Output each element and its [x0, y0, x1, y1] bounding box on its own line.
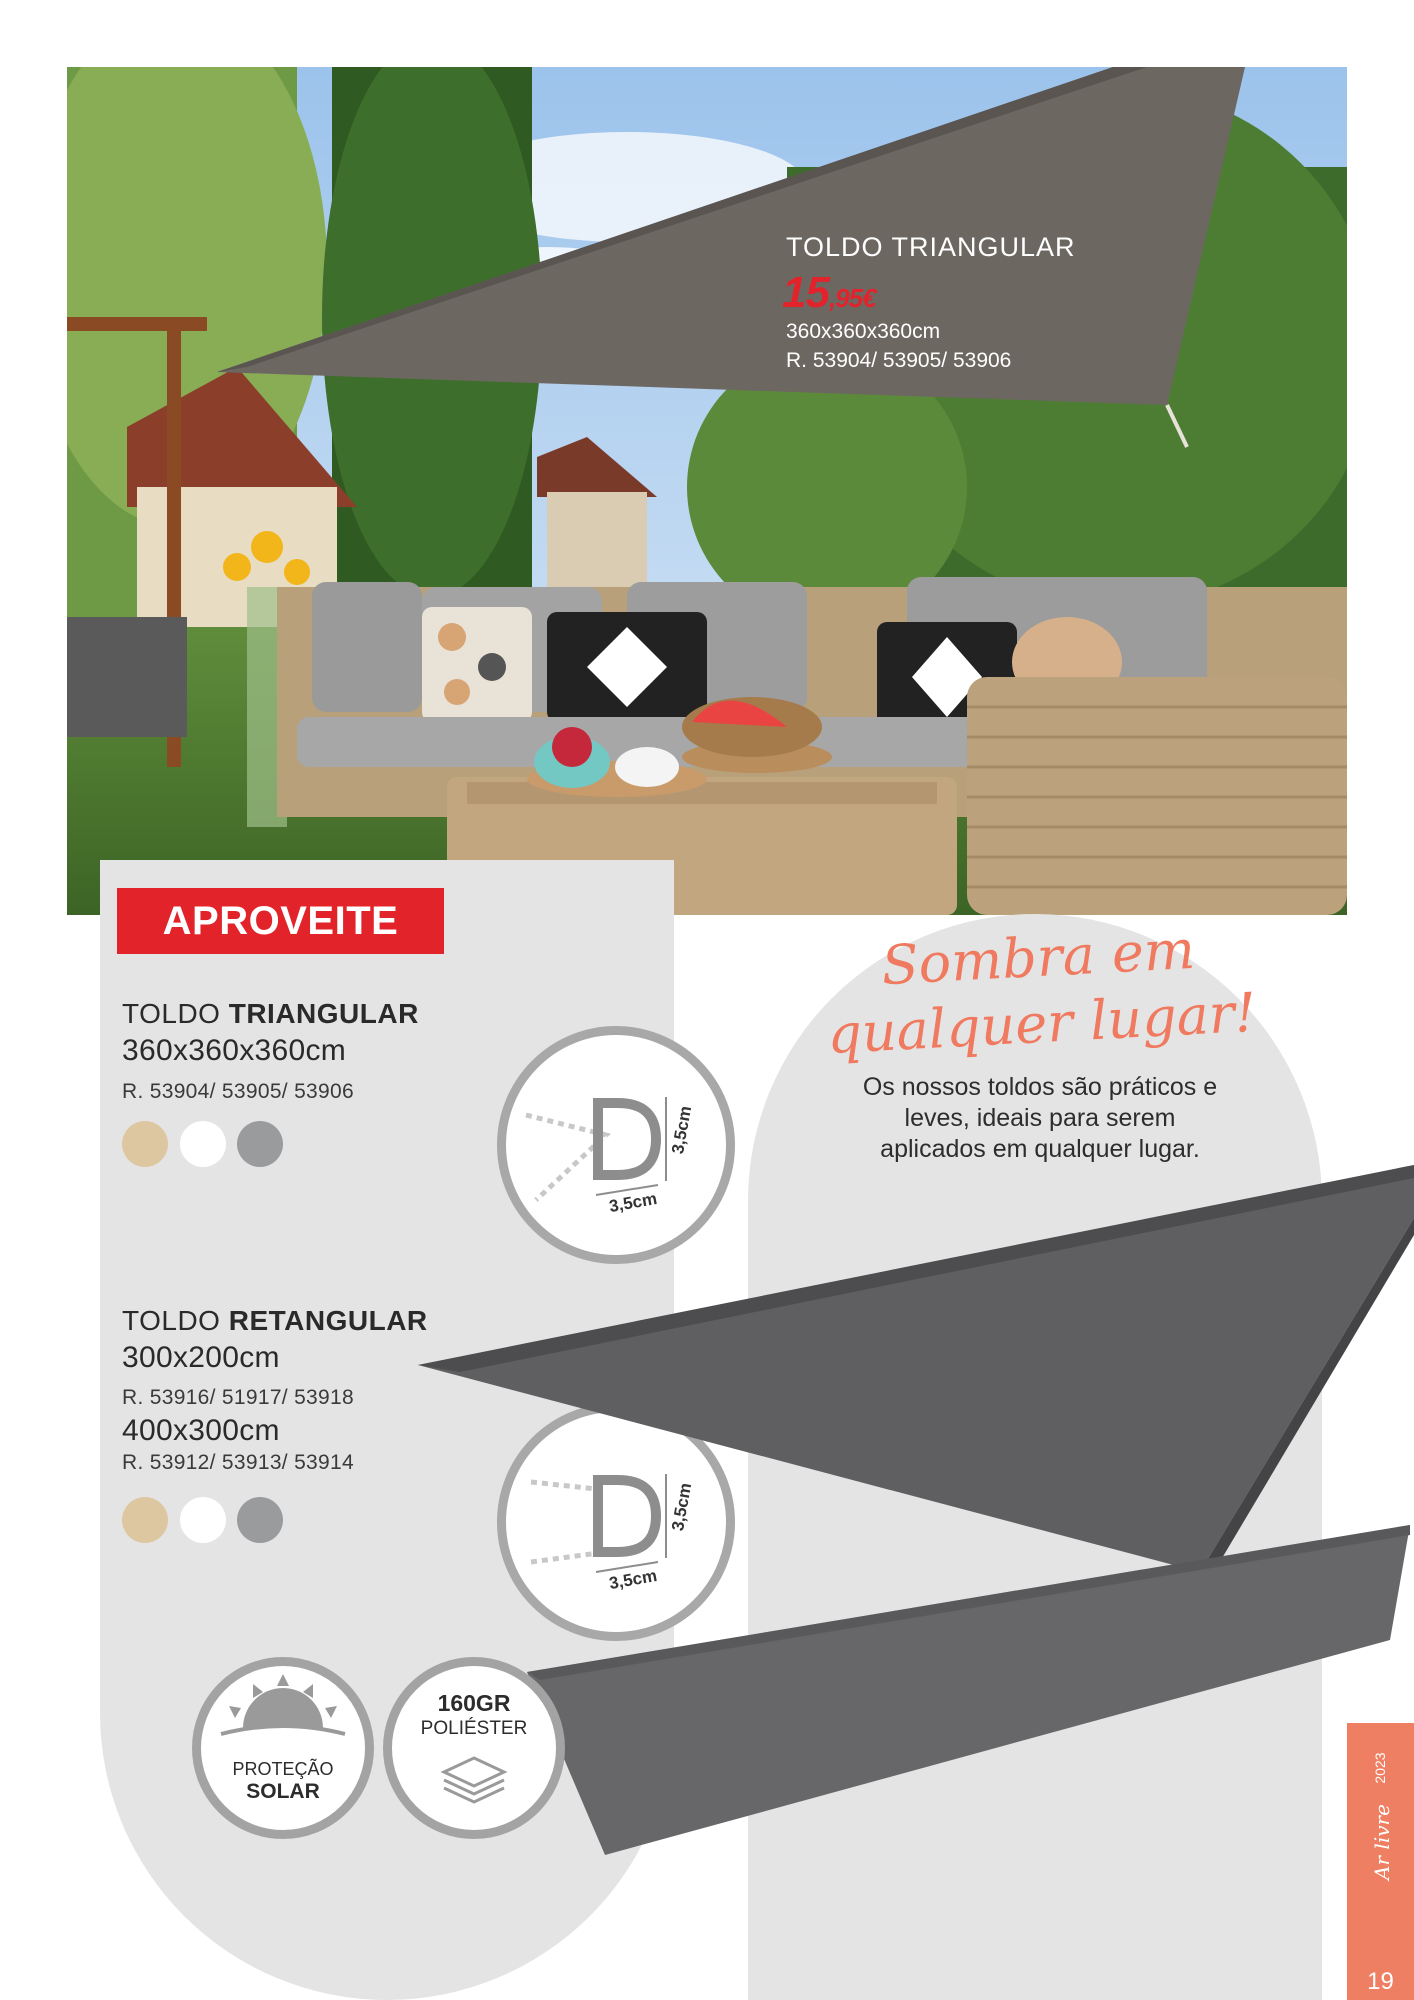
fixing-width-label: 3,5cm: [607, 1188, 659, 1217]
promo-script-line-2: qualquer lugar!: [825, 980, 1258, 1067]
product-2-references-1: R. 53916/ 51917/ 53918: [122, 1386, 354, 1409]
sun-badge-line-2: SOLAR: [246, 1780, 320, 1803]
product-2-name-prefix: TOLDO: [122, 1305, 229, 1336]
promo-text-line-1: Os nossos toldos são práticos e: [862, 1073, 1218, 1101]
hero-dimensions: 360x360x360cm: [786, 320, 941, 343]
product-1-name-bold: TRIANGULAR: [228, 998, 419, 1029]
brand-year: 2023: [1372, 1752, 1388, 1784]
sun-badge-line-1: PROTEÇÃO: [232, 1759, 334, 1779]
fixing-height-label: 3,5cm: [668, 1104, 696, 1156]
hero-references: R. 53904/ 53905/ 53906: [786, 349, 1012, 372]
hero-product-title: TOLDO TRIANGULAR: [786, 232, 1076, 262]
product-1-dimensions: 360x360x360cm: [122, 1034, 347, 1067]
fixing-width-label: 3,5cm: [607, 1565, 659, 1594]
fabric-badge-line-2: POLIÉSTER: [420, 1718, 528, 1739]
promo-text-line-3: aplicados em qualquer lugar.: [880, 1135, 1200, 1163]
fabric-layers-icon: [392, 1666, 556, 1830]
promo-text-line-2: leves, ideais para serem: [904, 1104, 1176, 1132]
fabric-weight-badge: [383, 1657, 565, 1839]
hero-price-main: 15: [782, 268, 829, 317]
fabric-badge-line-1: 160GR: [437, 1690, 511, 1716]
product-1-name-prefix: TOLDO: [122, 998, 229, 1029]
sun-icon: [201, 1666, 365, 1830]
brand-name: Ar livre: [1370, 1804, 1394, 1880]
brand-label: [1352, 1752, 1408, 1930]
product-2-dimensions-1: 300x200cm: [122, 1341, 280, 1374]
product-2-references-2: R. 53912/ 53913/ 53914: [122, 1451, 354, 1474]
hero-price-cents: ,95€: [828, 283, 876, 313]
product-1-references: R. 53904/ 53905/ 53906: [122, 1080, 354, 1103]
aproveite-badge: APROVEITE: [117, 888, 444, 954]
promo-script-line-1: Sombra em: [880, 917, 1197, 998]
product-2-dimensions-2: 400x300cm: [122, 1414, 280, 1447]
page-number: 19: [1367, 1968, 1394, 1995]
fixing-height-label: 3,5cm: [668, 1481, 696, 1533]
product-2-name-bold: RETANGULAR: [228, 1305, 428, 1336]
sun-protection-badge: [192, 1657, 374, 1839]
